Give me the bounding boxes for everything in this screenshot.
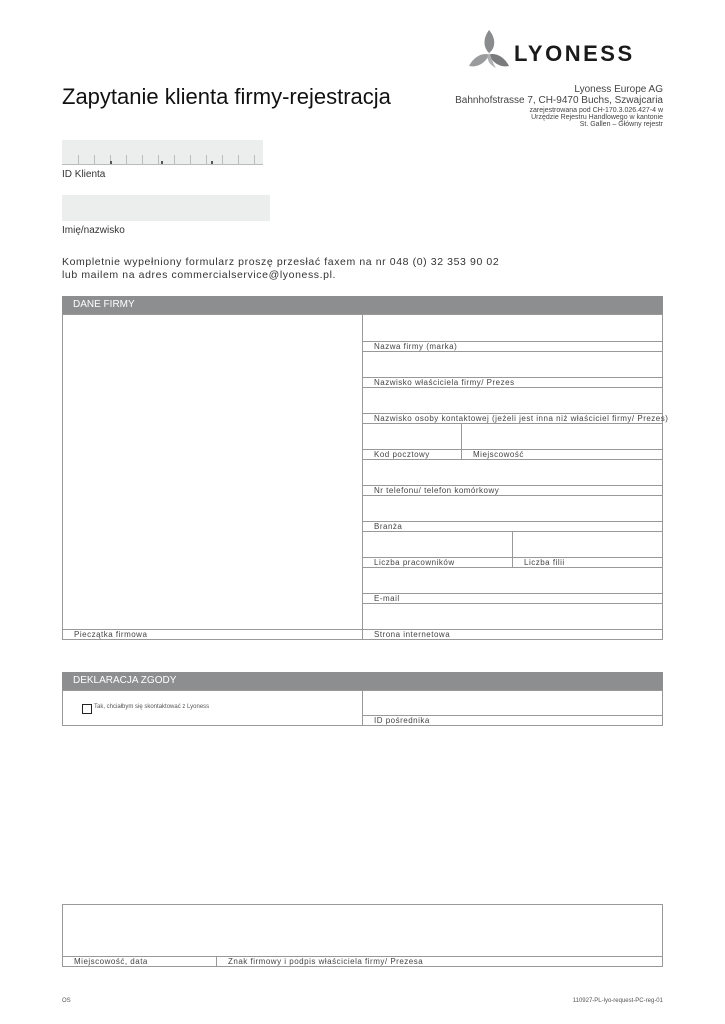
company-stamp-label: Pieczątka firmowa <box>74 630 148 639</box>
footer-left: OS <box>62 998 71 1004</box>
client-name-label: Imię/nazwisko <box>62 225 125 236</box>
city-label: Miejscowość <box>473 450 524 459</box>
company-name: Lyoness Europe AG <box>574 84 663 95</box>
owner-label: Nazwisko właściciela firmy/ Prezes <box>374 378 515 387</box>
instructions-line-2: lub mailem na adres commercialservice@lyoness.pl. <box>62 269 337 281</box>
website-input[interactable] <box>363 604 662 629</box>
instructions <box>62 256 499 282</box>
company-registration-1: zarejestrowana pod CH-170.3.026.427-4 w <box>529 107 663 114</box>
industry-label: Branża <box>374 522 403 531</box>
branches-label: Liczba filii <box>524 558 565 567</box>
company-stamp-area[interactable] <box>63 315 362 629</box>
website-label: Strona internetowa <box>374 630 451 639</box>
company-info <box>455 84 663 128</box>
consent-section-heading: DEKLARACJA ZGODY <box>62 672 663 690</box>
contact-person-input[interactable] <box>363 388 662 413</box>
signature-section <box>62 904 663 967</box>
consent-section-body <box>62 690 663 726</box>
city-input[interactable] <box>462 424 662 449</box>
employees-input[interactable] <box>363 532 512 557</box>
instructions-line-1: Kompletnie wypełniony formularz proszę przesłać faxem na nr 048 (0) 32 353 90 02 <box>62 256 500 268</box>
postal-code-label: Kod pocztowy <box>374 450 430 459</box>
company-name-input[interactable] <box>363 315 662 341</box>
email-label: E-mail <box>374 594 400 603</box>
client-name-input[interactable] <box>62 195 270 221</box>
lyoness-logo <box>466 28 666 74</box>
company-registration-3: St. Gallen – Główny rejestr <box>579 121 663 128</box>
postal-code-input[interactable] <box>363 424 461 449</box>
email-input[interactable] <box>363 568 662 593</box>
logo-text: LYONESS <box>514 41 635 66</box>
page-title: Zapytanie klienta firmy-rejestracja <box>62 84 391 109</box>
phone-label: Nr telefonu/ telefon komórkowy <box>374 486 500 495</box>
phone-input[interactable] <box>363 460 662 485</box>
branches-input[interactable] <box>513 532 662 557</box>
company-registration-2: Urzędzie Rejestru Handlowego w kantonie <box>531 114 663 121</box>
industry-input[interactable] <box>363 496 662 521</box>
signature-area[interactable] <box>63 905 662 956</box>
mediator-id-label: ID pośrednika <box>374 716 430 725</box>
contact-person-label: Nazwisko osoby kontaktowej (jeżeli jest inna niż właściciel firmy/ Prezes) <box>374 414 669 423</box>
company-section-body <box>62 314 669 640</box>
company-section <box>62 296 663 314</box>
client-id-label: ID Klienta <box>62 169 106 180</box>
footer-right: 110927-PL-lyo-request-PC-reg-01 <box>572 998 663 1004</box>
client-id-input[interactable] <box>62 140 263 165</box>
signature-label: Znak firmowy i podpis właściciela firmy/ Prezesa <box>228 957 424 966</box>
consent-section <box>62 672 663 690</box>
mediator-id-input[interactable] <box>363 691 662 715</box>
company-section-heading: DANE FIRMY <box>62 296 663 314</box>
consent-checkbox-label: Tak, chciałbym się skontaktować z Lyoness <box>94 704 210 710</box>
company-name-label: Nazwa firmy (marka) <box>374 342 458 351</box>
owner-input[interactable] <box>363 352 662 377</box>
consent-checkbox[interactable] <box>82 704 92 714</box>
company-address: Bahnhofstrasse 7, CH-9470 Buchs, Szwajcaria <box>455 95 663 106</box>
lyoness-logo-icon <box>466 28 512 74</box>
place-date-label: Miejscowość, data <box>74 957 148 966</box>
employees-label: Liczba pracowników <box>374 558 455 567</box>
